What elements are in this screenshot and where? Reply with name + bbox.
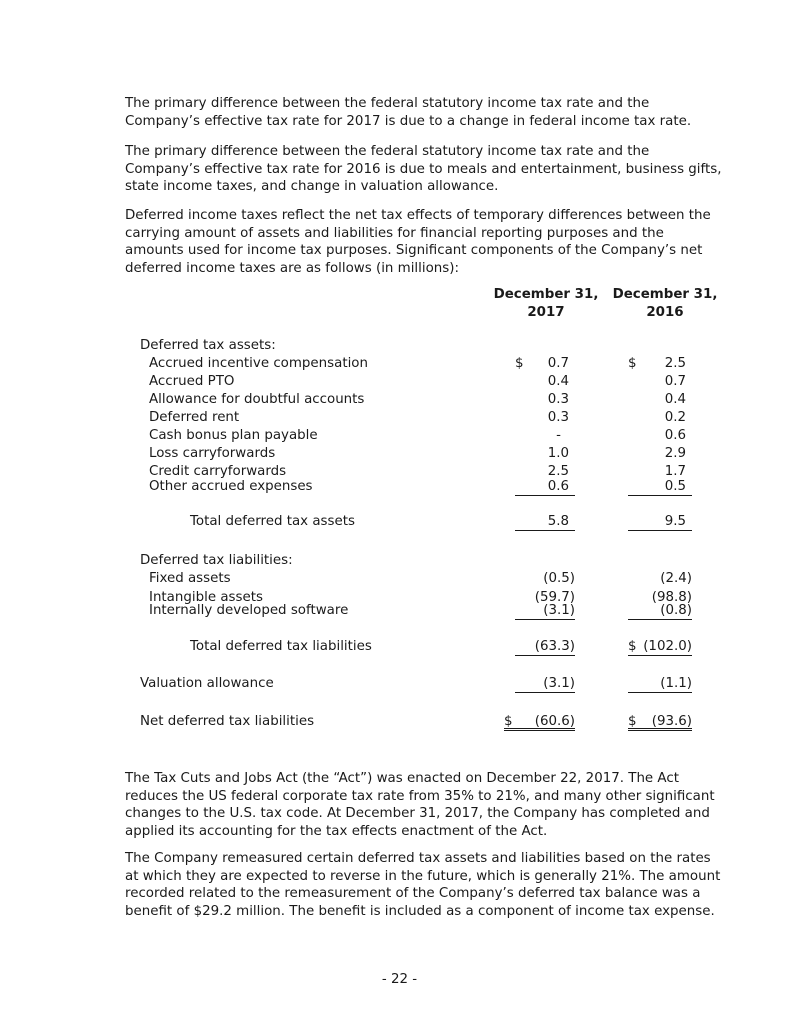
valuation-allowance-2016: (1.1): [628, 675, 692, 693]
table-row: [0, 373, 799, 391]
paragraph-tax-rate-2016: The primary difference between the federal statutory income tax rate and the Company’s effective tax rate for 2016 is due to meals and entertainment, business gifts, state income taxes, and change in valuation allowance.: [125, 144, 722, 195]
value-2017: (59.7): [534, 590, 575, 605]
value-2016: 2.9: [664, 446, 686, 461]
paragraph-tax-act: The Tax Cuts and Jobs Act (the “Act”) was enacted on December 22, 2017. The Act reduces the US federal corporate tax rate from 35% to 21%, and many other significant changes to the U.S. tax code. At December 31, 2017, the Company has completed and applied its accounting for the tax effects enactment of the Act.: [125, 771, 715, 839]
value-2017: 2.5: [547, 464, 569, 479]
value-2016: (0.8): [628, 602, 692, 620]
value-2017: $ 0.7: [515, 356, 569, 371]
table-row: [0, 355, 799, 373]
value-2017: 1.0: [547, 446, 569, 461]
paragraph-tax-rate-2017: The primary difference between the federal statutory income tax rate and the Company’s effective tax rate for 2017 is due to a change in federal income tax rate.: [125, 96, 692, 129]
value-2016: 0.2: [664, 410, 686, 425]
row-label: Other accrued expenses: [149, 479, 313, 494]
row-label: Deferred rent: [149, 410, 240, 425]
column-header-2017: [493, 286, 599, 322]
net-deferred-label: Net deferred tax liabilities: [140, 714, 315, 729]
column-header-2016: [607, 286, 723, 322]
value-2016: (2.4): [660, 571, 692, 586]
total-liabilities-2016: $ (102.0): [628, 639, 692, 654]
table-row: [0, 570, 799, 588]
valuation-allowance-2017: (3.1): [515, 675, 575, 693]
assets-heading: Deferred tax assets:: [140, 338, 276, 353]
page-number: - 22 -: [381, 972, 418, 987]
dollar-sign: $: [504, 714, 513, 729]
value-2017: (0.5): [543, 571, 575, 586]
row-label: Fixed assets: [149, 571, 231, 586]
table-row: [0, 478, 799, 496]
value-2016: $ 2.5: [628, 356, 686, 371]
total-assets-2017: 5.8: [515, 513, 575, 531]
valuation-allowance-label: Valuation allowance: [140, 676, 274, 691]
value-2016: 1.7: [664, 464, 686, 479]
table-row: [0, 445, 799, 463]
table-row: [0, 409, 799, 427]
dollar-sign: $: [515, 356, 524, 371]
total-liabilities-row: [0, 638, 799, 656]
row-label: Loss carryforwards: [149, 446, 276, 461]
net-deferred-2016: $ (93.6): [628, 714, 692, 729]
total-assets-2016: 9.5: [628, 513, 692, 531]
value-2017: (3.1): [515, 602, 575, 620]
row-label: Credit carryforwards: [149, 464, 287, 479]
total-liabilities-2017: (63.3): [515, 638, 575, 656]
value-2017: 0.3: [547, 410, 569, 425]
dollar-sign: $: [628, 356, 637, 371]
row-label: Accrued PTO: [149, 374, 235, 389]
table-row: [0, 427, 799, 445]
net-deferred-2017: $ (60.6): [504, 714, 575, 729]
liabilities-heading: Deferred tax liabilities:: [140, 553, 293, 568]
assets-heading-row: [0, 337, 799, 355]
total-assets-label: Total deferred tax assets: [190, 514, 355, 529]
total-liabilities-label: Total deferred tax liabilities: [190, 639, 372, 654]
value-2016: 0.7: [664, 374, 686, 389]
table-row: [0, 391, 799, 409]
value-2016: 0.6: [664, 428, 686, 443]
value-2016: (98.8): [651, 590, 692, 605]
value-2016: 0.5: [628, 478, 692, 496]
column-header-2016-line1: December 31,: [612, 287, 718, 302]
dollar-sign: $: [628, 714, 637, 729]
liabilities-heading-row: [0, 552, 799, 570]
net-deferred-row: [0, 713, 799, 731]
value-2017: 0.6: [515, 478, 575, 496]
valuation-allowance-row: [0, 675, 799, 693]
total-assets-row: [0, 513, 799, 531]
row-label: Allowance for doubtful accounts: [149, 392, 365, 407]
value-2016: 0.4: [664, 392, 686, 407]
paragraph-deferred-taxes-intro: Deferred income taxes reflect the net tax effects of temporary differences between the carrying amount of assets and liabilities for financial reporting purposes and the amounts used for income tax purposes. Significant components of the Company’s net deferred income taxes are as follows (in millions):: [125, 208, 711, 276]
row-label: Cash bonus plan payable: [149, 428, 318, 443]
value-2017: 0.4: [547, 374, 569, 389]
table-row: [0, 602, 799, 620]
paragraph-remeasurement: The Company remeasured certain deferred tax assets and liabilities based on the rates at which they are expected to reverse in the future, which is generally 21%. The amount recorded related to the remeasurement of the Company’s deferred tax balance was a benefit of $29.2 million. The benefit is included as a component of income tax expense.: [125, 851, 721, 919]
dollar-sign: $: [628, 639, 637, 654]
row-label: Accrued incentive compensation: [149, 356, 368, 371]
value-2017: -: [556, 428, 561, 443]
column-header-2017-line2: 2017: [527, 305, 565, 320]
value-2017: 0.3: [547, 392, 569, 407]
row-label: Internally developed software: [149, 603, 349, 618]
row-label: Intangible assets: [149, 590, 263, 605]
column-header-2017-line1: December 31,: [493, 287, 599, 302]
column-header-2016-line2: 2016: [646, 305, 684, 320]
